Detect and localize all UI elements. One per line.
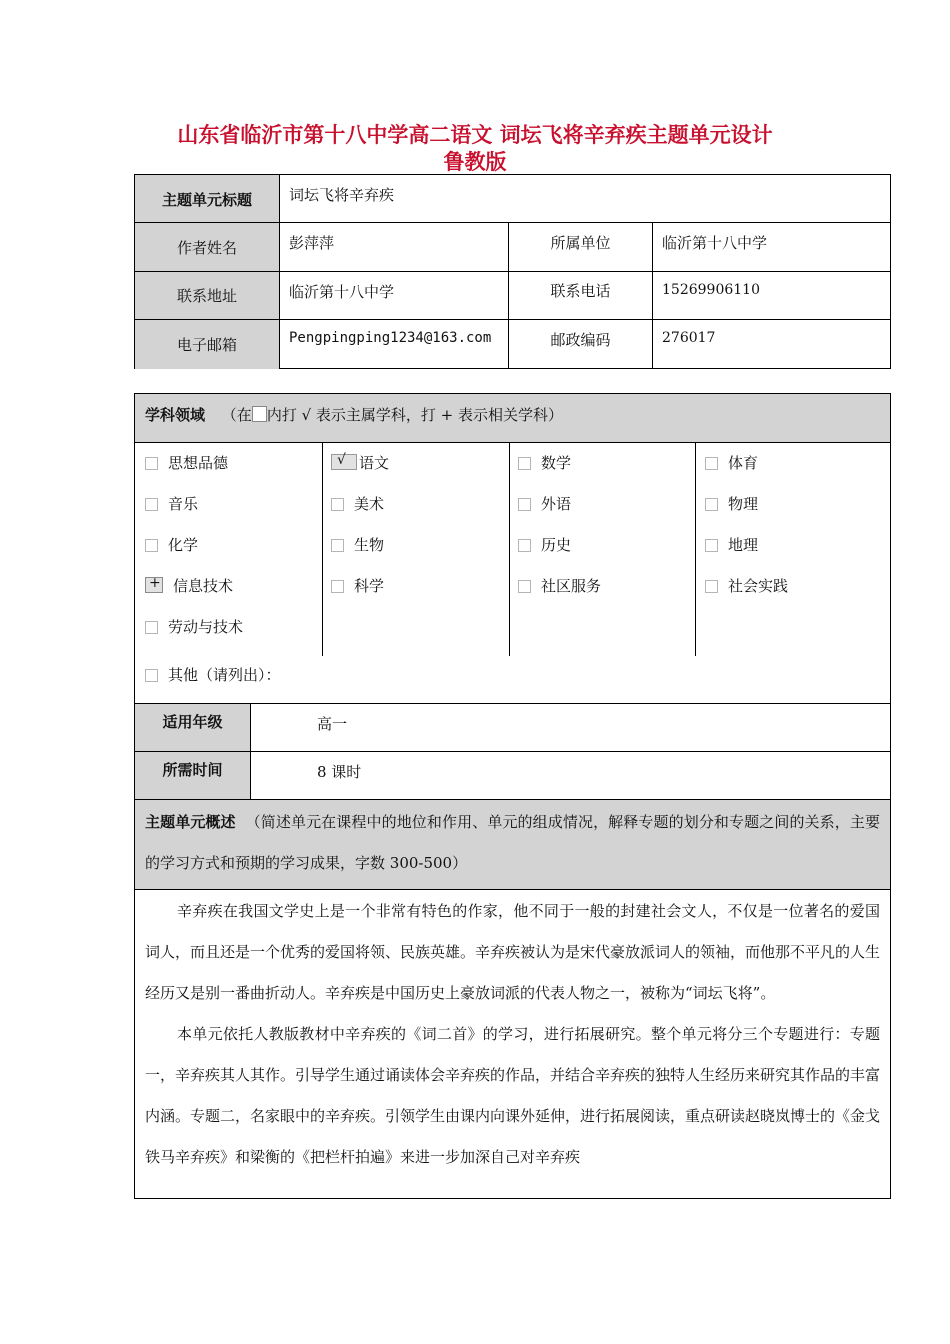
subject-label: 体育 <box>728 454 759 472</box>
phone-value: 15269906110 <box>662 282 760 298</box>
subject-col-divider <box>509 443 510 656</box>
topic-value: 词坛飞将辛弃疾 <box>289 186 395 204</box>
subject-label: 科学 <box>354 577 385 595</box>
document-title-line1: 山东省临沂市第十八中学高二语文 词坛飞将辛弃疾主题单元设计 <box>177 123 773 147</box>
subject-item[interactable] <box>518 534 571 555</box>
subject-item[interactable] <box>518 575 601 596</box>
author-value: 彭萍萍 <box>289 234 335 252</box>
time-label: 所需时间 <box>162 761 223 779</box>
checkbox-icon[interactable] <box>145 669 158 682</box>
email-label-cell <box>135 320 279 369</box>
checkbox-checked-icon[interactable]: √ <box>331 454 357 470</box>
subject-item[interactable] <box>331 452 389 473</box>
checkbox-icon[interactable] <box>331 539 344 552</box>
subject-label: 社会实践 <box>728 577 789 595</box>
author-label-cell <box>135 223 279 271</box>
info-col-divider <box>508 223 509 368</box>
header-checkbox-icon <box>252 406 267 422</box>
subject-other-item[interactable] <box>145 664 281 685</box>
subject-label: 化学 <box>168 536 199 554</box>
checkbox-icon[interactable] <box>145 539 158 552</box>
subject-header-divider <box>135 442 890 443</box>
checkbox-icon[interactable] <box>145 457 158 470</box>
email-value: Pengpingping1234@163.com <box>289 330 492 346</box>
overview-label: 主题单元概述 <box>145 813 236 831</box>
checkbox-icon[interactable] <box>705 457 718 470</box>
subject-item[interactable] <box>705 575 788 596</box>
overview-note: （简述单元在课程中的地位和作用、单元的组成情况，解释专题的划分和专题之间的关系，主要的学习方式和预期的学习成果，字数 300-500） <box>145 813 880 872</box>
grade-label: 适用年级 <box>162 713 223 731</box>
subject-item[interactable] <box>145 493 198 514</box>
subject-other-label: 其他（请列出）： <box>168 666 281 684</box>
email-label: 电子邮箱 <box>176 336 237 354</box>
subject-item[interactable] <box>145 616 243 637</box>
overview-paragraph: 辛弃疾在我国文学史上是一个非常有特色的作家，他不同于一般的封建社会文人，不仅是一位著名的爱国词人，而且还是一个优秀的爱国将领、民族英雄。辛弃疾被认为是宋代豪放派词人的领袖，而他那不平凡的人生经历又是别一番曲折动人。辛弃疾是中国历史上豪放词派的代表人物之一，被称为“词坛飞将”。 <box>145 902 881 1002</box>
subject-label: 生物 <box>354 536 385 554</box>
subject-item[interactable] <box>331 575 384 596</box>
subject-item[interactable] <box>705 452 758 473</box>
time-label-cell <box>135 752 250 799</box>
overview-header <box>135 800 890 889</box>
subject-label: 物理 <box>728 495 759 513</box>
subject-col-divider <box>695 443 696 656</box>
unit-value: 临沂第十八中学 <box>662 234 768 252</box>
checkbox-icon[interactable] <box>518 539 531 552</box>
subject-item[interactable] <box>145 452 228 473</box>
phone-label: 联系电话 <box>550 281 611 300</box>
subject-label: 社区服务 <box>541 577 602 595</box>
postcode-value: 276017 <box>662 330 716 346</box>
checkbox-icon[interactable] <box>145 498 158 511</box>
section-divider <box>135 889 890 890</box>
subject-table <box>134 393 891 1199</box>
info-col-divider <box>279 175 280 368</box>
subject-item[interactable] <box>705 534 758 555</box>
subject-header-title: 学科领域 <box>145 406 206 424</box>
grade-label-cell <box>135 704 250 751</box>
grade-value: 高一 <box>317 715 348 733</box>
checkbox-icon[interactable] <box>331 498 344 511</box>
document-title-line2: 鲁教版 <box>443 150 507 174</box>
subject-label: 数学 <box>541 454 572 472</box>
subject-label: 思想品德 <box>168 454 229 472</box>
checkbox-icon[interactable] <box>705 539 718 552</box>
topic-label: 主题单元标题 <box>161 190 252 209</box>
subject-label: 美术 <box>354 495 385 513</box>
subject-header <box>135 394 890 442</box>
subject-item[interactable] <box>331 493 384 514</box>
info-row-divider <box>135 271 890 272</box>
subject-item[interactable] <box>145 575 233 596</box>
checkbox-icon[interactable] <box>518 580 531 593</box>
subject-label: 地理 <box>728 536 759 554</box>
info-row-divider <box>135 319 890 320</box>
checkbox-icon[interactable] <box>705 498 718 511</box>
subject-item[interactable] <box>518 452 571 473</box>
info-col-divider <box>652 223 653 368</box>
subject-label: 音乐 <box>168 495 199 513</box>
subject-item[interactable] <box>518 493 571 514</box>
overview-body <box>135 891 890 1201</box>
subject-label: 外语 <box>541 495 572 513</box>
info-row-divider <box>135 222 890 223</box>
address-label: 联系地址 <box>176 286 237 305</box>
overview-paragraph: 本单元依托人教版教材中辛弃疾的《词二首》的学习，进行拓展研究。整个单元将分三个专题进行：专题一，辛弃疾其人其作。引导学生通过诵读体会辛弃疾的作品，并结合辛弃疾的独特人生经历来研究其作品的丰富内涵。专题二，名家眼中的辛弃疾。引领学生由课内向课外延伸，进行拓展阅读，重点研读赵晓岚博士的《金戈铁马辛弃疾》和梁衡的《把栏杆拍遍》来进一步加深自己对辛弃疾 <box>145 1025 881 1166</box>
author-label: 作者姓名 <box>176 238 237 257</box>
checkbox-icon[interactable] <box>331 580 344 593</box>
subject-item[interactable] <box>331 534 384 555</box>
subject-col-divider <box>322 443 323 656</box>
time-value: 8 课时 <box>317 763 362 781</box>
subject-header-note: （在 <box>221 406 252 424</box>
subject-header-note2: 内打 √ 表示主属学科，打 + 表示相关学科） <box>266 406 564 424</box>
subject-label: 信息技术 <box>173 577 234 595</box>
subject-label: 劳动与技术 <box>168 618 244 636</box>
address-label-cell <box>135 271 279 319</box>
subject-item[interactable] <box>145 534 198 555</box>
address-value: 临沂第十八中学 <box>289 283 395 301</box>
checkbox-icon[interactable] <box>705 580 718 593</box>
topic-label-cell <box>135 175 279 223</box>
checkbox-icon[interactable] <box>518 457 531 470</box>
unit-label: 所属单位 <box>550 233 611 252</box>
checkbox-icon[interactable] <box>518 498 531 511</box>
checkbox-plus-icon[interactable]: + <box>145 577 163 593</box>
subject-item[interactable] <box>705 493 758 514</box>
postcode-label: 邮政编码 <box>550 330 611 349</box>
subject-label: 历史 <box>541 536 572 554</box>
document-title <box>120 122 830 176</box>
checkbox-icon[interactable] <box>145 621 158 634</box>
info-table <box>134 174 891 369</box>
subject-label: 语文 <box>359 454 390 472</box>
